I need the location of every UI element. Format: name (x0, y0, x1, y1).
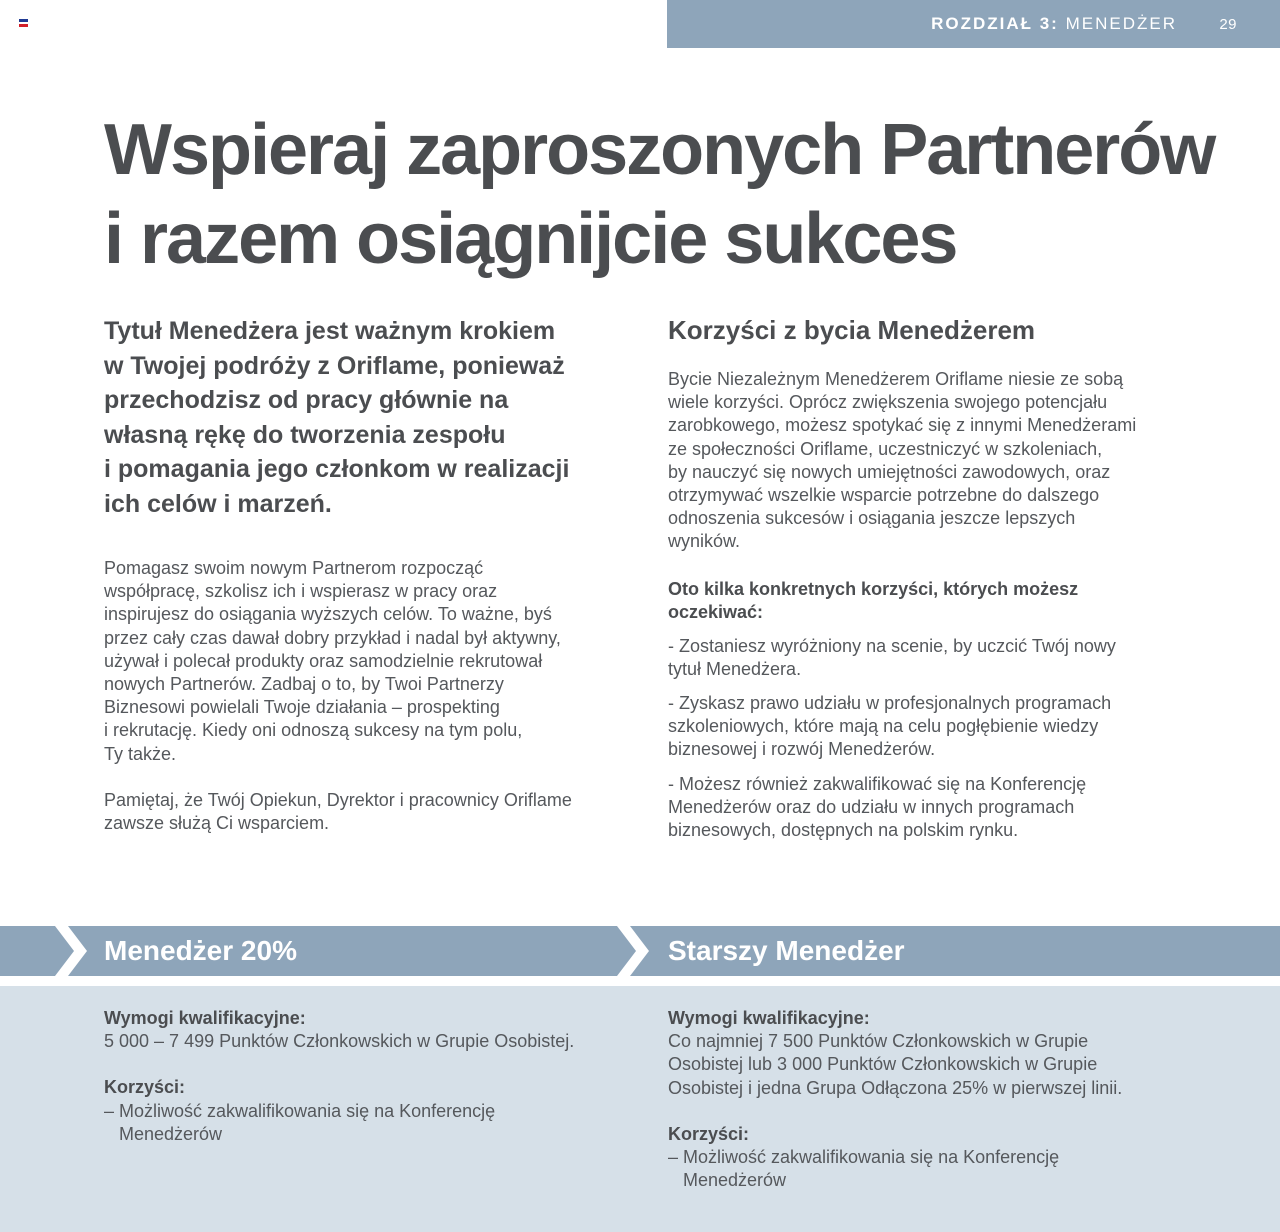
requirements-line: Co najmniej 7 500 Punktów Członkowskich w Grupie (668, 1031, 1089, 1052)
page-number: 29 (1219, 16, 1237, 33)
body-line: inspirujesz do osiągania wyższych celów. To ważne, byś (104, 604, 552, 625)
requirements-line: Osobistej i jedna Grupa Odłączona 25% w pierwszej linii. (668, 1077, 1123, 1098)
body-line: nowych Partnerów. Zadbaj o to, by Twoi Partnerzy (104, 674, 504, 695)
body-line: używał i polecał produkty oraz samodzielnie rekrutował (104, 650, 543, 671)
lead-line: przechodzisz od pracy głównie na (104, 386, 509, 415)
benefits-line: Menedżerów (668, 1170, 787, 1191)
body-line: Biznesowi powielali Twoje działania – prospekting (104, 697, 500, 718)
bullet-line: - Zyskasz prawo udziału w profesjonalnych programach (668, 693, 1112, 713)
bullet-line: - Możesz również zakwalifikować się na Konferencję (668, 774, 1087, 794)
body-line: wyników. (668, 531, 741, 552)
spacer (104, 1053, 574, 1076)
benefits-line: – Możliwość zakwalifikowania się na Konferencję (104, 1100, 496, 1121)
spacer (668, 1100, 1122, 1123)
body-line: odnoszenia sukcesów i osiągania jeszcze lepszych (668, 508, 1076, 529)
body-line: Ty także. (104, 743, 177, 764)
bullet-line: - Zostaniesz wyróżniony na scenie, by uczcić Twój nowy (668, 636, 1116, 656)
benefit-bullet-item (668, 635, 1116, 681)
page-title-line-1: Wspieraj zaproszonych Partnerów (104, 110, 1215, 190)
requirements-line: Osobistej lub 3 000 Punktów Członkowskich w Grupie (668, 1054, 1098, 1075)
body-line: otrzymywać wszelkie wsparcie potrzebne do dalszego (668, 485, 1100, 506)
lead-line: własną rękę do tworzenia zespołu (104, 420, 506, 449)
right-body-paragraph-1 (668, 368, 1208, 554)
level-requirements-manager-20 (104, 1007, 574, 1146)
benefits-line: Menedżerów (104, 1123, 223, 1144)
flag-stripe-bottom (19, 24, 28, 27)
requirements-label: Wymogi kwalifikacyjne: (668, 1008, 870, 1028)
body-line: wiele korzyści. Oprócz zwiększenia swojego potencjału (668, 392, 1108, 413)
body-line: Pomagasz swoim nowym Partnerom rozpocząć (104, 558, 484, 578)
language-flag-icon (19, 19, 28, 27)
page-title (104, 106, 1224, 284)
lead-line: i pomagania jego członkom w realizacji (104, 455, 570, 484)
benefit-bullet-item (668, 692, 1111, 762)
benefits-heading: Korzyści z bycia Menedżerem (668, 315, 1036, 345)
body-line: współpracę, szkolisz ich i wspierasz w pracy oraz (104, 581, 498, 602)
lead-line: ich celów i marzeń. (104, 489, 332, 518)
left-body-paragraph-2 (104, 789, 624, 835)
body-line: przez cały czas dawał dobry przykład i nadal był aktywny, (104, 627, 561, 648)
lead-line: w Twojej podróży z Oriflame, ponieważ (104, 351, 565, 380)
chapter-label (931, 14, 1177, 34)
bullet-line: Menedżerów oraz do udziału w innych programach (668, 797, 1075, 818)
benefits-line: – Możliwość zakwalifikowania się na Konferencję (668, 1147, 1060, 1168)
bullet-line: biznesowych, dostępnych na polskim rynku. (668, 820, 1019, 841)
body-line: Pamiętaj, że Twój Opiekun, Dyrektor i pracownicy Oriflame (104, 790, 572, 810)
benefits-label: Korzyści: (104, 1077, 186, 1098)
benefits-label: Korzyści: (668, 1123, 750, 1144)
requirements-line: 5 000 – 7 499 Punktów Członkowskich w Grupie Osobistej. (104, 1031, 575, 1052)
chapter-header-bar (667, 0, 1280, 48)
level-name-senior-manager: Starszy Menedżer (668, 935, 905, 966)
lead-line: Tytuł Menedżera jest ważnym krokiem (104, 317, 556, 345)
benefits-intro (668, 578, 1078, 624)
chapter-name: MENEDŻER (1065, 14, 1177, 33)
bullet-line: tytuł Menedżera. (668, 659, 802, 680)
requirements-label: Wymogi kwalifikacyjne: (104, 1008, 306, 1028)
body-line: by nauczyć się nowych umiejętności zawodowych, oraz (668, 461, 1111, 482)
body-line: i rekrutację. Kiedy oni odnoszą sukcesy na tym polu, (104, 720, 523, 741)
body-line: zawsze służą Ci wsparciem. (104, 813, 330, 834)
body-line: zarobkowego, możesz spotykać się z innymi Menedżerami (668, 415, 1137, 436)
bullet-line: szkoleniowych, które mają na celu pogłębienie wiedzy (668, 716, 1099, 737)
level-requirements-senior-manager (668, 1007, 1122, 1192)
body-line: ze społeczności Oriflame, uczestniczyć w szkoleniach, (668, 438, 1103, 459)
left-body-paragraph-1 (104, 557, 624, 766)
bullet-line: biznesowej i rozwój Menedżerów. (668, 739, 936, 760)
chapter-number: ROZDZIAŁ 3: (931, 14, 1059, 33)
page-title-line-2: i razem osiągnijcie sukces (104, 199, 957, 279)
intro-line: Oto kilka konkretnych korzyści, których możesz (668, 579, 1079, 599)
benefit-bullet-item (668, 773, 1086, 843)
level-name-manager-20: Menedżer 20% (104, 935, 297, 966)
lead-paragraph (104, 314, 624, 522)
body-line: Bycie Niezależnym Menedżerem Oriflame niesie ze sobą (668, 369, 1124, 389)
intro-line: oczekiwać: (668, 602, 764, 622)
